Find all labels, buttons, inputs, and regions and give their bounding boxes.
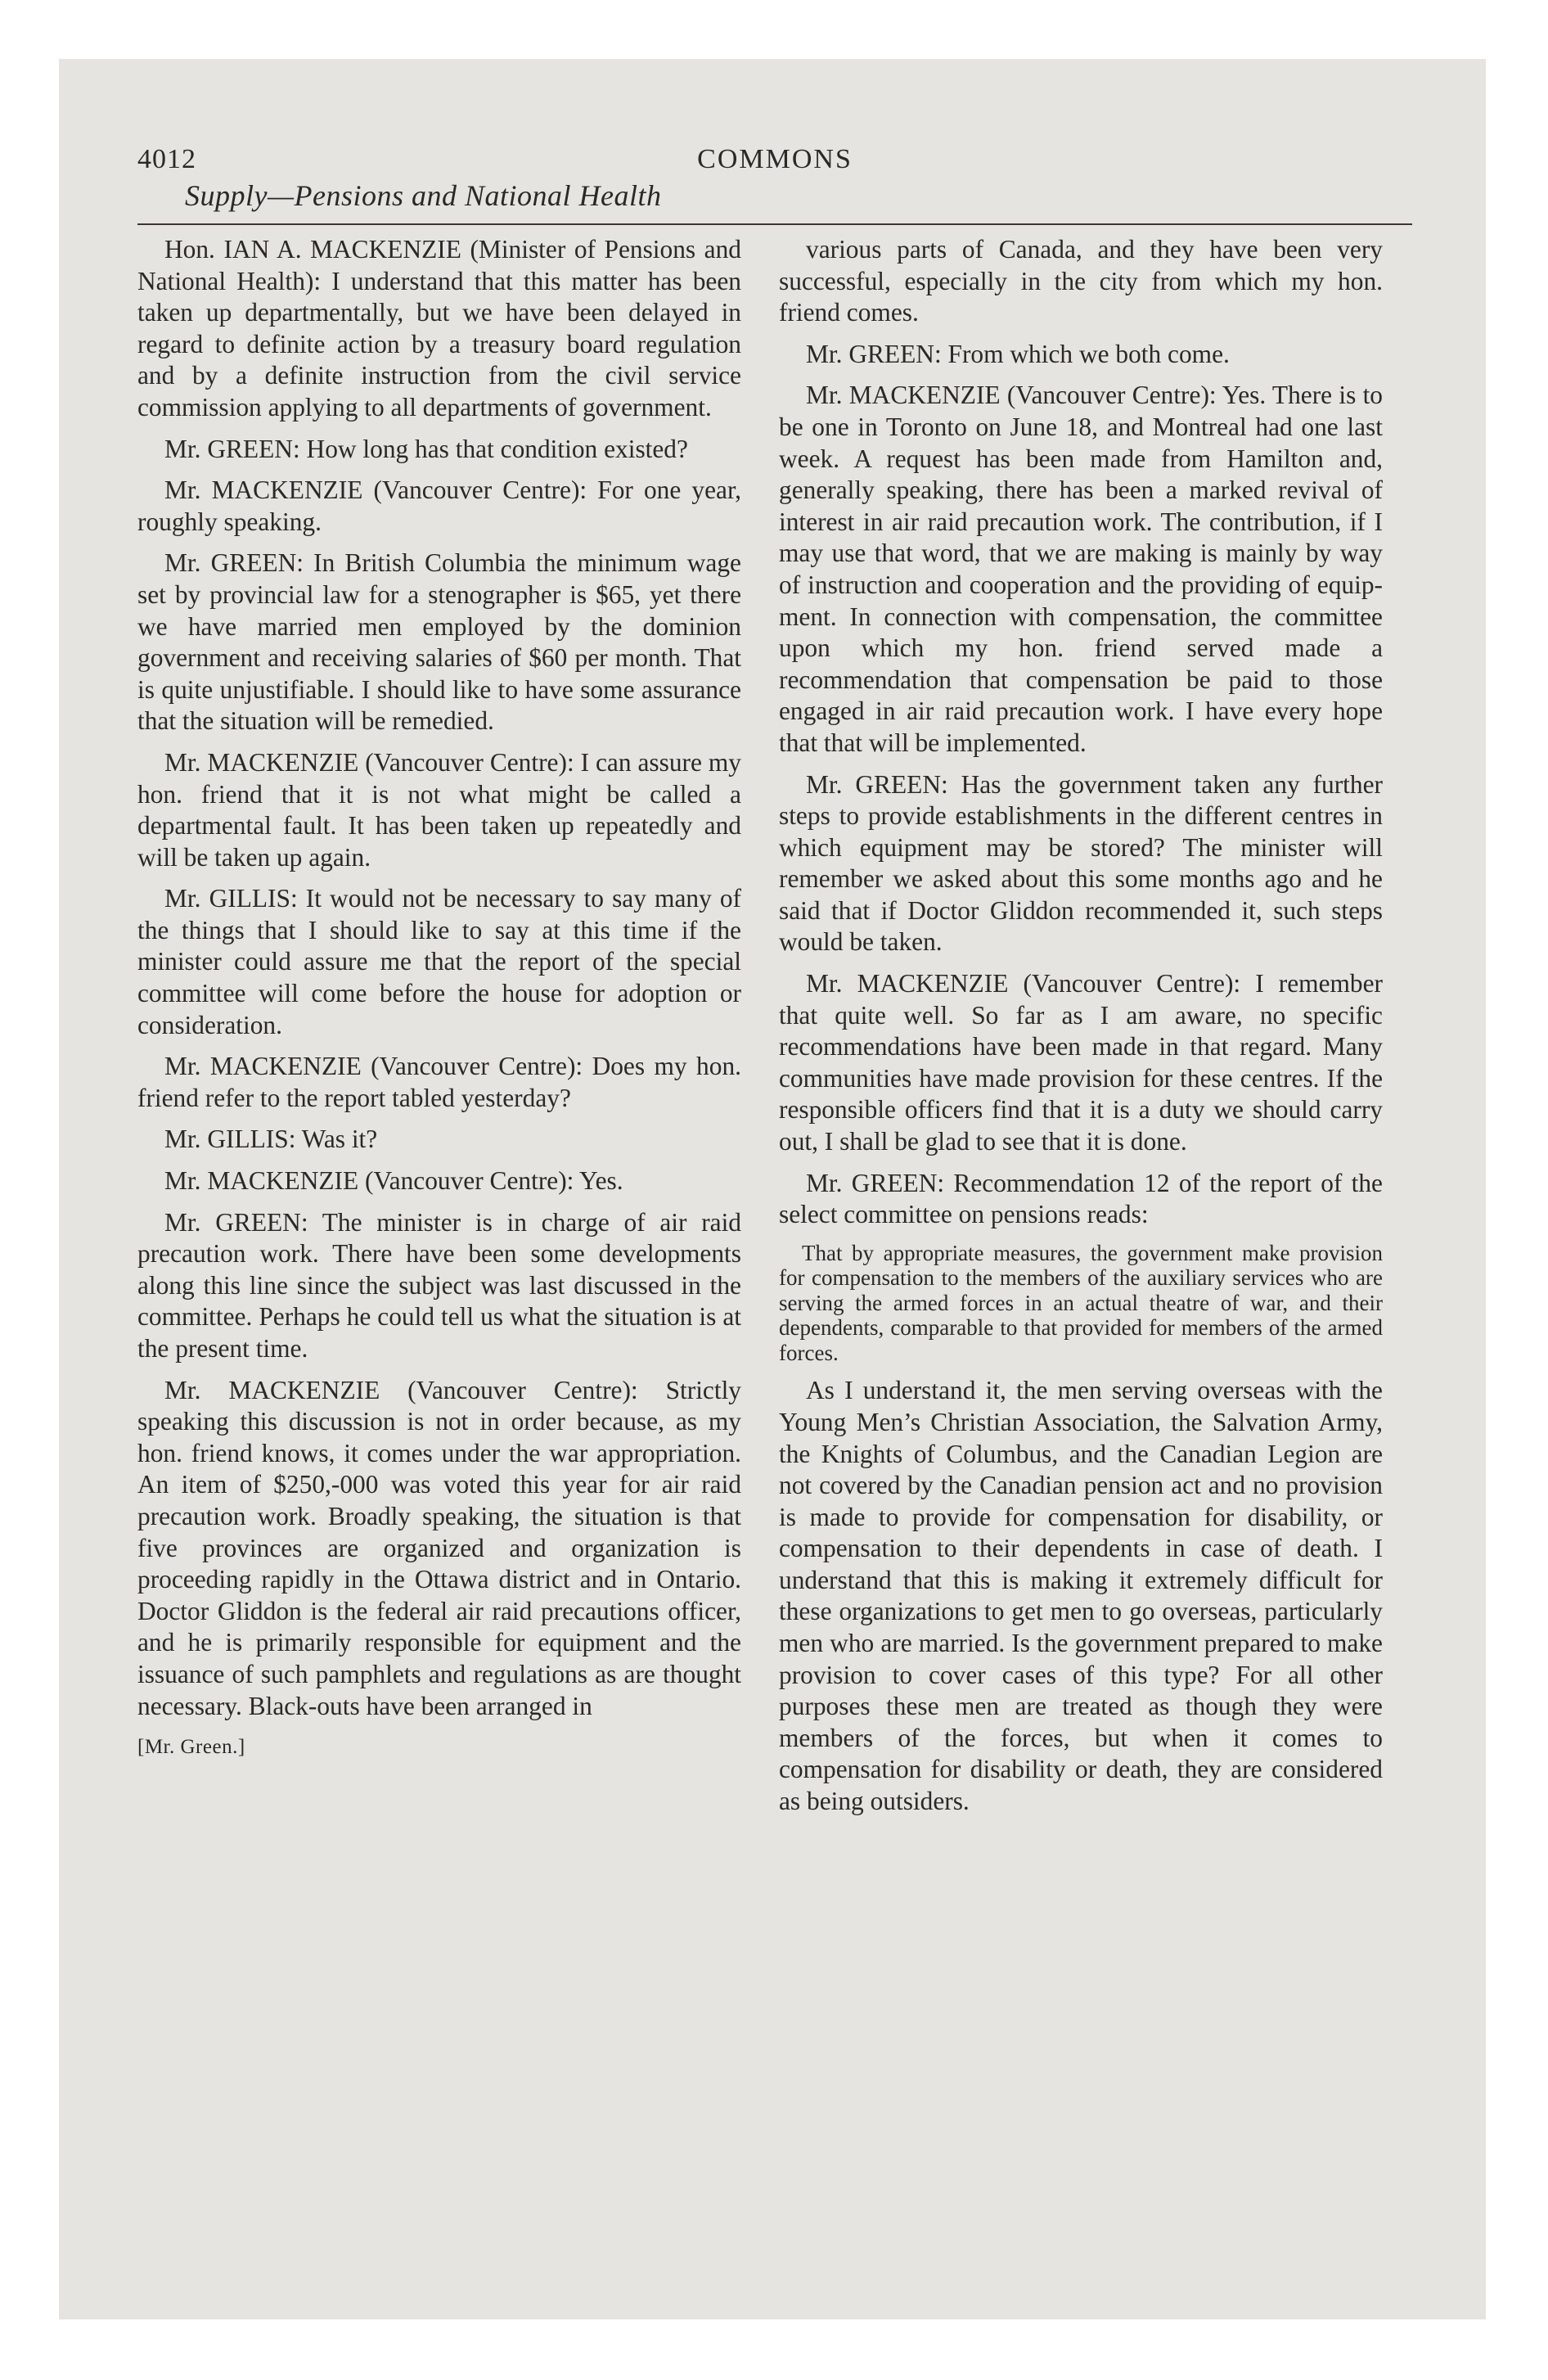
paragraph: Mr. GREEN: In British Columbia the minimum wage set by provincial law for a stenographer is $65, yet there we have married men employed by the dominion government and receiving salaries of $60 per month. That is quite unjustifiable. I should like to have some assurance that the situation will be remedied.: [137, 548, 741, 736]
paragraph: As I understand it, the men serving overseas with the Young Men’s Christian Association, the Salvation Army, the Knights of Columbus, and the Canadian Legion are not covered by the Canadian pension act and no provision is made to provide for compensation for disability, or compensation to their dependents in case of death. I understand that this is making it extremely difficult for these organizations to get men to go overseas, particularly men who are married. Is the government prepared to make provision to cover cases of this type? For all other purposes these men are treated as though they were members of the forces, but when it comes to compensation for disability or death, they are considered as being outsiders.: [779, 1376, 1383, 1816]
paragraph: Mr. GREEN: From which we both come.: [806, 339, 1230, 368]
paragraph: Mr. MACKENZIE (Vancouver Centre): I remember that quite well. So far as I am aware, no specific recommendations have been made in that regard. Many communities have made provision for these centres. If the responsible officers find that it is a duty we should carry out, I shall be glad to see that it is done.: [779, 969, 1383, 1156]
left-column: [137, 234, 741, 2297]
paragraph: Mr. GREEN: Has the government taken any further steps to provide establishments in the different centres in which equipment may be stored? The minister will remember we asked about this some months ago and he said that if Doctor Gliddon recommended it, such steps would be taken.: [779, 769, 1383, 957]
paragraph: Mr. MACKENZIE (Vancouver Centre): Yes.: [164, 1166, 623, 1196]
right-column: [779, 234, 1383, 2297]
paragraph: Mr. GREEN: How long has that condition existed?: [164, 434, 688, 463]
quoted-recommendation: That by appropriate measures, the government make provision for compensation to the members of the auxiliary services who are serving the armed forces in an actual theatre of war, and their dependents, comparable to that provided for members of the armed forces.: [779, 1240, 1383, 1365]
page-number: 4012: [137, 144, 196, 174]
paragraph: Mr. MACKENZIE (Vancouver Centre): Strictly speaking this discussion is not in order because, as my hon. friend knows, it comes under the war appropriation. An item of $250,-000 was voted this year for air raid precaution work. Broadly speaking, the situation is that five provinces are organized and organization is proceeding rapidly in the Ottawa district and in Ontario. Doctor Gliddon is the federal air raid precautions officer, and he is primarily responsible for equipment and the issuance of such pamphlets and regulations as are thought necessary. Black-outs have been arranged in: [137, 1375, 741, 1720]
paragraph: various parts of Canada, and they have been very successful, especially in the city from which my hon. friend comes.: [779, 235, 1383, 327]
header-rule: [137, 223, 1412, 225]
paragraph: Mr. GREEN: Recommendation 12 of the report of the select committee on pensions reads:: [779, 1168, 1383, 1229]
journal-title: COMMONS: [697, 144, 853, 174]
speaker-footer-tag: [Mr. Green.]: [137, 1736, 245, 1759]
paragraph: Mr. GILLIS: Was it?: [164, 1125, 378, 1154]
section-title: Supply—Pensions and National Health: [185, 179, 662, 212]
paragraph: Mr. GILLIS: It would not be necessary to say many of the things that I should like to say at this time if the minister could assure me that the report of the special committee will come before the house for adoption or consideration.: [137, 884, 741, 1039]
paragraph: Mr. MACKENZIE (Vancouver Centre): I can assure my hon. friend that it is not what might be called a departmental fault. It has been taken up repeatedly and will be taken up again.: [137, 747, 741, 872]
paragraph: Mr. GREEN: The minister is in charge of air raid precaution work. There have been some developments along this line since the subject was last discussed in the committee. Perhaps he could tell us what the situation is at the present time.: [137, 1207, 741, 1363]
paragraph: Mr. MACKENZIE (Vancouver Centre): Does my hon. friend refer to the report tabled yesterday?: [137, 1052, 741, 1112]
paragraph: Hon. IAN A. MACKENZIE (Minister of Pensions and National Health): I understand that this matter has been taken up departmentally, but we have been delayed in regard to definite action by a treasury board regulation and by a definite instruction from the civil service commission applying to all departments of government.: [137, 235, 741, 421]
paragraph: Mr. MACKENZIE (Vancouver Centre): Yes. There is to be one in Toronto on June 18, and Montreal had one last week. A request has been made from Hamilton and, generally speaking, there has been a marked revival of interest in air raid precaution work. The contribution, if I may use that word, that we are making is mainly by way of instruction and cooperation and the providing of equipment. In connection with compensation, the committee upon which my hon. friend served made a recommendation that compensation be paid to those engaged in air raid precaution work. I have every hope that that will be implemented.: [779, 381, 1383, 757]
page-header: [137, 144, 1412, 234]
paragraph: Mr. MACKENZIE (Vancouver Centre): For one year, roughly speaking.: [137, 476, 741, 536]
